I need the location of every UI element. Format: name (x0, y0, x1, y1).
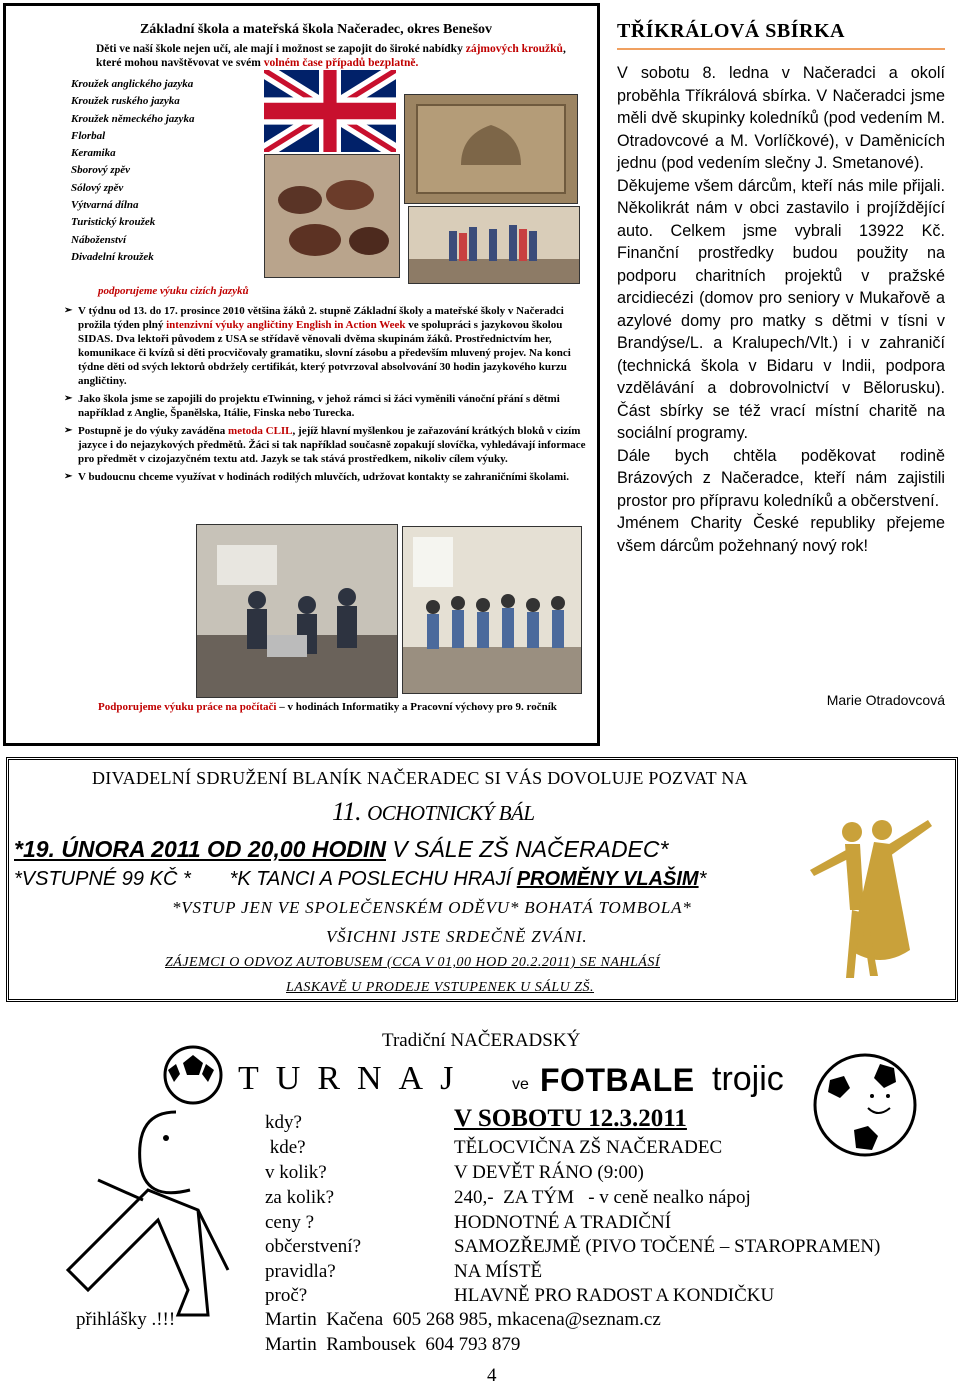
ball-entry-band: *VSTUPNÉ 99 KČ * *K TANCI A POSLECHU HRAJÍ PROMĚNY VLAŠIM* (14, 868, 707, 890)
answer-refreshments: SAMOZŘEJMĚ (PIVO TOČENÉ – STAROPRAMEN) (454, 1236, 881, 1257)
club-item: Výtvarná dílna (71, 199, 139, 212)
ball-dress-code: *VSTUP JEN VE SPOLEČENSKÉM ODĚVU* BOHATÁ TOMBOLA* (172, 898, 692, 917)
ball-title: 11. OCHOTNICKÝ BÁL (332, 797, 535, 826)
poster-intro: Děti ve naší škole nejen učí, ale mají i možnost se zapojit do široké nabídky zájmových kroužků, které mohou navštěvovat ve svém volném čase případů bezplatně. (96, 43, 566, 69)
answer-when: V SOBOTU 12.3.2011 (454, 1105, 687, 1132)
question-where: kde? (265, 1137, 306, 1158)
classroom-photo-left (196, 524, 398, 698)
ball-welcome: VŠICHNI JSTE SRDEČNĚ ZVÁNI. (326, 927, 588, 946)
club-list (71, 76, 251, 266)
club-item: Keramika (71, 147, 116, 160)
question-time: v kolik? (265, 1162, 327, 1183)
ball-invite-line: DIVADELNÍ SDRUŽENÍ BLANÍK NAČERADEC SI VÁS DOVOLUJE POZVAT NA (92, 768, 748, 788)
smiling-football-image (810, 1050, 920, 1160)
poster-computer-note: Podporujeme výuku práce na počítači – v hodinách Informatiky a Pracovní výchovy pro 9. ročník (98, 701, 557, 713)
tournament-ve: ve (512, 1076, 529, 1093)
question-refreshments: občerstvení? (265, 1236, 362, 1257)
question-price: za kolik? (265, 1187, 335, 1208)
tournament-trios: trojic (712, 1060, 784, 1098)
school-poster (3, 3, 600, 746)
title-underline (617, 48, 945, 50)
bullet-native-speakers: ➢ V budoucnu chceme využívat v hodinách rodilých mluvčích, udržovat kontakty se zahraničními školami. (68, 470, 586, 484)
class-group-photo (408, 206, 580, 284)
registration-label: přihlášky .!!! (76, 1309, 176, 1330)
answer-why: HLAVNĚ PRO RADOST A KONDIČKU (454, 1285, 775, 1306)
club-item: Divadelní kroužek (71, 250, 154, 263)
answer-time: V DEVĚT RÁNO (9:00) (454, 1162, 644, 1183)
club-item: Turistický kroužek (71, 216, 156, 229)
bullet-etwinning: ➢ Jako škola jsme se zapojili do projektu eTwinning, v jehož rámci si žáci vyměnili vánoční přání s dětmi například z Anglie, Španělska, Itálie, Finska nebo Turecka. (68, 392, 586, 420)
answer-price: 240,- ZA TÝM - v ceně nealko nápoj (454, 1187, 751, 1208)
ceramics-photo (264, 154, 400, 278)
collection-article (617, 62, 945, 557)
article-paragraph: V sobotu 8. ledna v Načeradci a okolí proběhla Tříkrálová sbírka. V Načeradci jsme měli dvě skupinky koledníků (pod vedením M. Otradovcové a M. Vorlíčkové), v Daměnicích jednu (pod vedením slečny J. Smetanové). (617, 64, 945, 172)
article-paragraph: Dále bych chtěla poděkovat rodině Brázových z Načeradce, kteří nám zajistili prostor pro přípravu koledníků a občerstvení. (617, 446, 945, 510)
question-why: proč? (265, 1285, 308, 1306)
uk-flag-image (264, 70, 396, 152)
poster-title: Základní škola a mateřská škola Načeradec, okres Benešov (139, 22, 493, 37)
article-signature: Marie Otradovcová (826, 692, 945, 708)
collection-title: TŘÍKRÁLOVÁ SBÍRKA (617, 20, 845, 42)
question-rules: pravidla? (265, 1261, 336, 1282)
contact-rambousek: Martin Rambousek 604 793 879 (265, 1334, 521, 1355)
question-prizes: ceny ? (265, 1212, 315, 1233)
ball-bus-note-2: LASKAVĚ U PRODEJE VSTUPENEK U SÁLU ZŠ. (286, 980, 595, 995)
bullet-clil: ➢ Postupně je do výuky zaváděna metoda CLIL, jejíž hlavní myšlenkou je zařazování krátkých bloků v cizím jazyce i do nejazykových předmětů. Žáci si tak například současně zopakují slovíčka, vyhledávají informace pro předmět v cizojazyčném textu atd. Jazyk se tak stává prostředkem, nikoliv cílem výuky. (68, 424, 586, 466)
answer-prizes: HODNOTNÉ A TRADIČNÍ (454, 1212, 672, 1233)
club-item: Kroužek německého jazyka (71, 112, 195, 125)
ball-date: *19. ÚNORA 2011 OD 20,00 HODIN V SÁLE ZŠ NAČERADEC* (14, 836, 669, 862)
answer-rules: NA MÍSTĚ (454, 1261, 543, 1282)
dancing-couple-image (790, 800, 945, 990)
answer-where: TĚLOCVIČNA ZŠ NAČERADEC (454, 1137, 723, 1158)
article-paragraph: Děkujeme všem dárcům, kteří nás mile přijali. Několikrát nám v obci zastavilo i projíždějící auto. Celkem jsme vybrali 13922 Kč. Finanční prostředky budou použity na podporu charitních projektů v pražské arcidiecézi (domov pro seniory v Mukařově a azylové domy pro matky s dětmi v tísni v Brandýse/L. a Kralupech/Vlt.) i v zahraničí (technická škola v Bidaru v Indii, podpora vzdělávání a dobrovolnictví v Bělorusku). Část sbírky se též vrací místní charitě na sociální programy. (617, 176, 945, 442)
page-number: 4 (487, 1365, 497, 1386)
bullet-english-week: ➢ V týdnu od 13. do 17. prosince 2010 většina žáků 2. stupně Základní školy a mateřské školy v Načeradci prožila týden plný intenzivní výuky angličtiny English in Action Week ve spolupráci s jazykovou školou SIDAS. Dva lektoři původem z USA se střídavě věnovali dvěma skupinám žáků. Prostřednictvím her, komunikace či kvízů si děti procvičovaly gramatiku, slovní zásobu a především mluvený projev. Na konci týdne děti od svých lektorů obdržely certifikát, který potvrzoval absolvování 30 hodin jazykového kurzu angličtiny. (68, 304, 586, 388)
club-item: Náboženství (71, 233, 126, 246)
club-item: Florbal (71, 129, 106, 142)
club-item: Sólový zpěv (71, 181, 124, 194)
tournament-word: TURNAJ (238, 1060, 471, 1097)
classroom-photo-right (402, 526, 582, 694)
pottery-relief-photo (404, 94, 578, 204)
question-when: kdy? (265, 1112, 302, 1133)
contact-kacena: Martin Kačena 605 268 985, mkacena@seznam.cz (265, 1309, 661, 1330)
club-item: Sborový zpěv (71, 164, 130, 177)
ball-bus-note: ZÁJEMCI O ODVOZ AUTOBUSEM (CCA V 01,00 HOD 20.2.2011) SE NAHLÁSÍ (165, 955, 660, 970)
tournament-football: FOTBALE (540, 1062, 695, 1098)
cartoon-footballer-image (28, 1040, 258, 1320)
article-paragraph: Jménem Charity České republiky přejeme všem dárcům požehnaný nový rok! (617, 514, 945, 555)
club-item: Kroužek anglického jazyka (71, 78, 194, 90)
club-item: Kroužek ruského jazyka (71, 95, 180, 108)
support-languages-heading: podporujeme výuku cizích jazyků (98, 285, 249, 297)
poster-bullets (68, 284, 586, 488)
tournament-pretitle: Tradiční NAČERADSKÝ (382, 1030, 581, 1051)
